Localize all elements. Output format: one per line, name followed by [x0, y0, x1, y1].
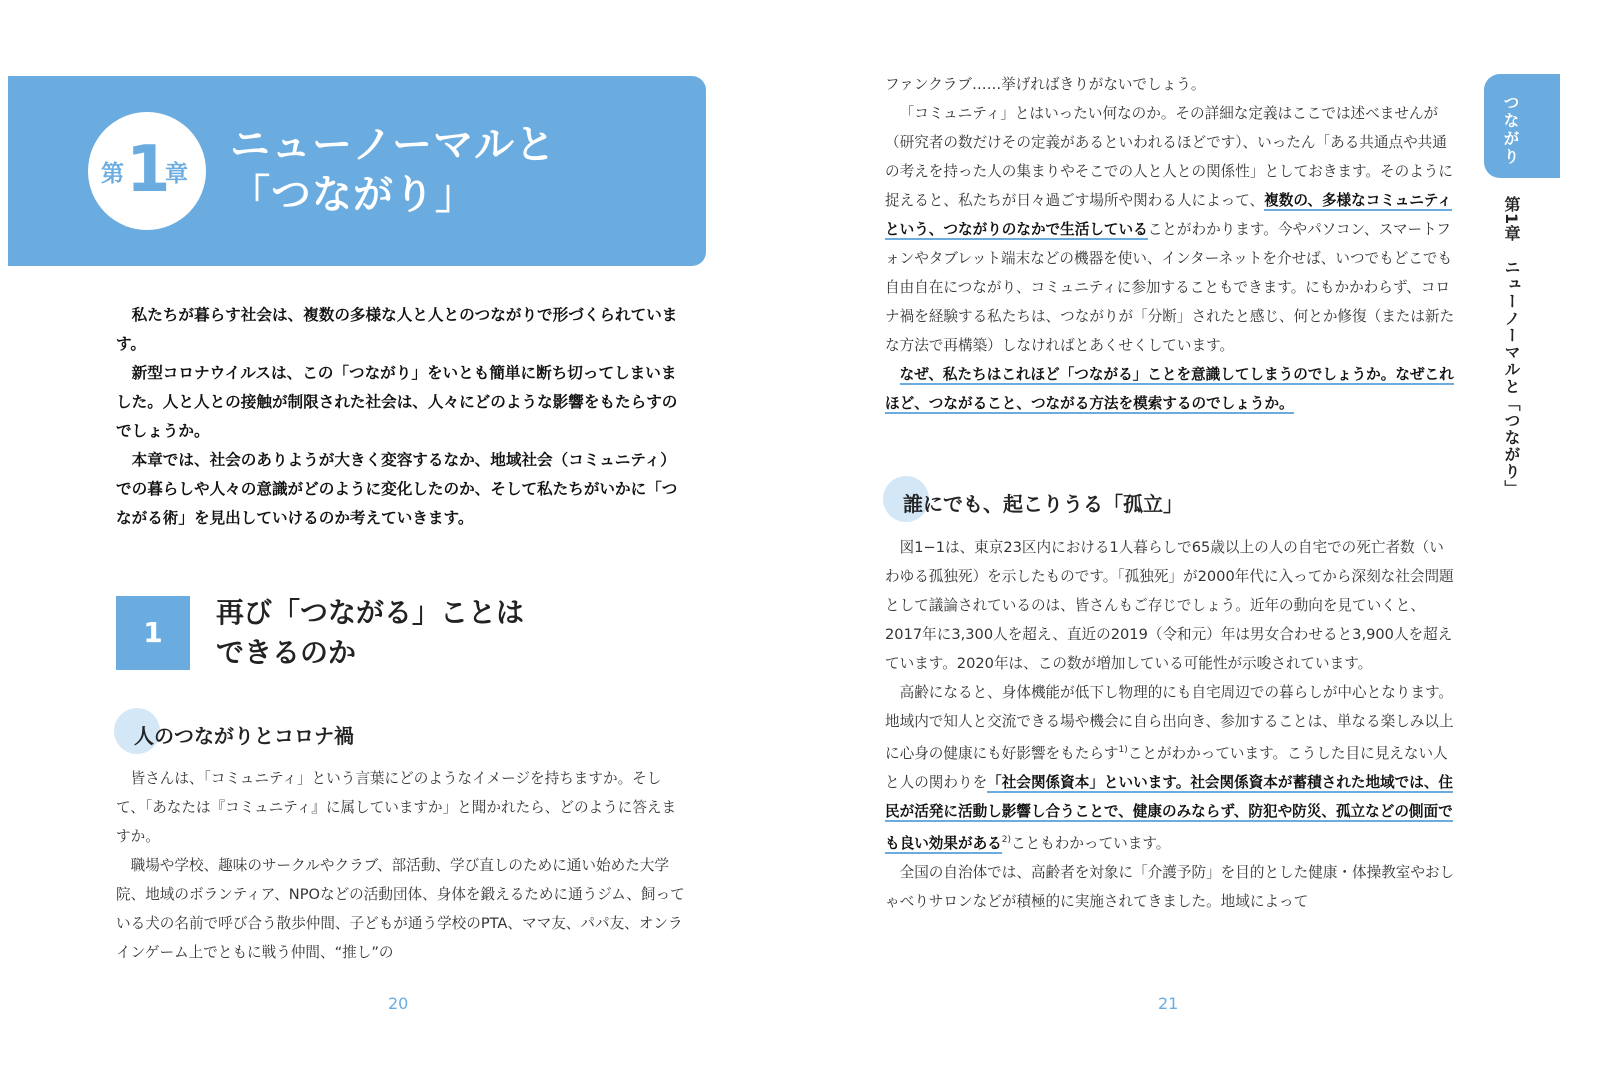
body-paragraph: ファンクラブ……挙げればきりがないでしょう。 [885, 76, 1206, 93]
body-paragraph: 職場や学校、趣味のサークルやクラブ、部活動、学び直しのために通い始めた大学院、地域のボランティア、NPOなどの活動団体、身体を鍛えるために通うジム、飼っている犬の名前で呼び合う散歩仲間、子どもが通う学校のPTA、ママ友、パパ友、オンラインゲーム上でともに戦う仲間、“推し”の [116, 857, 685, 961]
intro-paragraph: 私たちが暮らす社会は、複数の多様な人と人とのつながりで形づくられています。 [116, 306, 678, 353]
body-paragraph [885, 99, 1457, 360]
section-title-line1: 再び「つながる」ことは [216, 596, 525, 629]
side-tab-label: つながり [1501, 94, 1520, 166]
highlighted-text: なぜ、私たちはこれほど「つながる」ことを意識してしまうのでしょうか。なぜこれほど、つながること、つながる方法を模索するのでしょうか。 [885, 366, 1454, 412]
chapter-prefix: 第 [101, 161, 124, 187]
running-title: 第1章 ニューノーマルと「つながり」 [1502, 196, 1521, 498]
text-run: 高齢になると、身体機能が低下し物理的にも自宅周辺での暮らしが中心となります。地域内で知人と交流できる場や機会に自ら出向き、参加することは、単なる楽しみ以上に心身の健康にも好影響をもたらす [885, 684, 1454, 762]
footnote-ref: 2) [1001, 834, 1012, 845]
left-body-text [116, 764, 690, 967]
right-body-text [885, 70, 1457, 418]
text-run: 「コミュニティ」とはいったい何なのか。その詳細な定義はここでは述べませんが（研究者の数だけその定義があるといわれるほどです）、いったん「ある共通点や共通の考えを持った人の集まりやそこでの人と人との関係性」としておきます。そのように捉えると、私たちが日々過ごす場所や関わる人によって、 [885, 105, 1453, 209]
intro-paragraph: 本章では、社会のありようが大きく変容するなか、地域社会（コミュニティ）での暮らしや人々の意識がどのように変化したのか、そして私たちがいかに「つながる術」を見出していけるのか考えていきます。 [116, 451, 678, 527]
body-paragraph: 皆さんは、「コミュニティ」という言葉にどのようなイメージを持ちますか。そして、「あなたは『コミュニティ』に属していますか」と聞かれたら、どのように答えますか。 [116, 770, 677, 845]
subheading-title: 人のつながりとコロナ禍 [134, 724, 354, 748]
page-number-right: 21 [1158, 994, 1179, 1013]
footnote-ref: 1) [1118, 745, 1128, 755]
highlighted-text: 複数の、多様なコミュニティという、つながりのなかで生活している [885, 192, 1452, 238]
chapter-title-line2: 「つながり」 [230, 172, 476, 218]
chapter-intro [116, 301, 690, 533]
right-body-text-2 [885, 533, 1457, 916]
chapter-number: 1 [126, 133, 171, 207]
page-number-left: 20 [388, 994, 409, 1013]
chapter-suffix: 章 [165, 161, 188, 187]
side-tab [1484, 74, 1560, 178]
body-paragraph [885, 678, 1457, 858]
body-paragraph: 全国の自治体では、高齢者を対象に「介護予防」を目的とした健康・体操教室やおしゃべりサロンなどが積極的に実施されてきました。地域によって [885, 863, 1455, 910]
chapter-title-line1: ニューノーマルと [230, 122, 556, 168]
text-run: ことがわかっています。こうした目に見えない人と人の関わりを [885, 744, 1448, 791]
subheading-title: 誰にでも、起こりうる「孤立」 [903, 492, 1183, 516]
body-paragraph: 図1−1は、東京23区内における1人暮らしで65歳以上の人の自宅での死亡者数（いわゆる孤独死）を示したものです。「孤独死」が2000年代に入ってから深刻な社会問題として議論されているのは、皆さんもご存じでしょう。近年の動向を見ていくと、2017年に3,300人を超え、直近の2019（令和元）年は男女合わせると3,900人を超えています。2020年は、この数が増加している可能性が示唆されています。 [885, 539, 1454, 672]
text-run: こともわかっています。 [1011, 834, 1171, 852]
section-title-line2: できるのか [216, 636, 357, 669]
text-run: ことがわかります。今やパソコン、スマートフォンやタブレット端末などの機器を使い、インターネットを介せば、いつでもどこでも自由自在につながり、コミュニティに参加することもできます。にもかかわらず、コロナ禍を経験する私たちは、つながりが「分断」されたと感じ、何とか修復（または新たな方法で再構築）しなければとあくせくしています。 [885, 221, 1455, 354]
highlighted-text: 「社会関係資本」といいます。社会関係資本が蓄積された地域では、住民が活発に活動し影響し合うことで、健康のみならず、防犯や防災、孤立などの側面でも良い効果がある [885, 773, 1454, 852]
body-paragraph [885, 360, 1457, 418]
intro-paragraph: 新型コロナウイルスは、この「つながり」をいとも簡単に断ち切ってしまいました。人と人との接触が制限された社会は、人々にどのような影響をもたらすのでしょうか。 [116, 364, 678, 440]
chapter-title [230, 120, 690, 220]
section-number: 1 [116, 596, 190, 670]
section-title [216, 593, 676, 673]
